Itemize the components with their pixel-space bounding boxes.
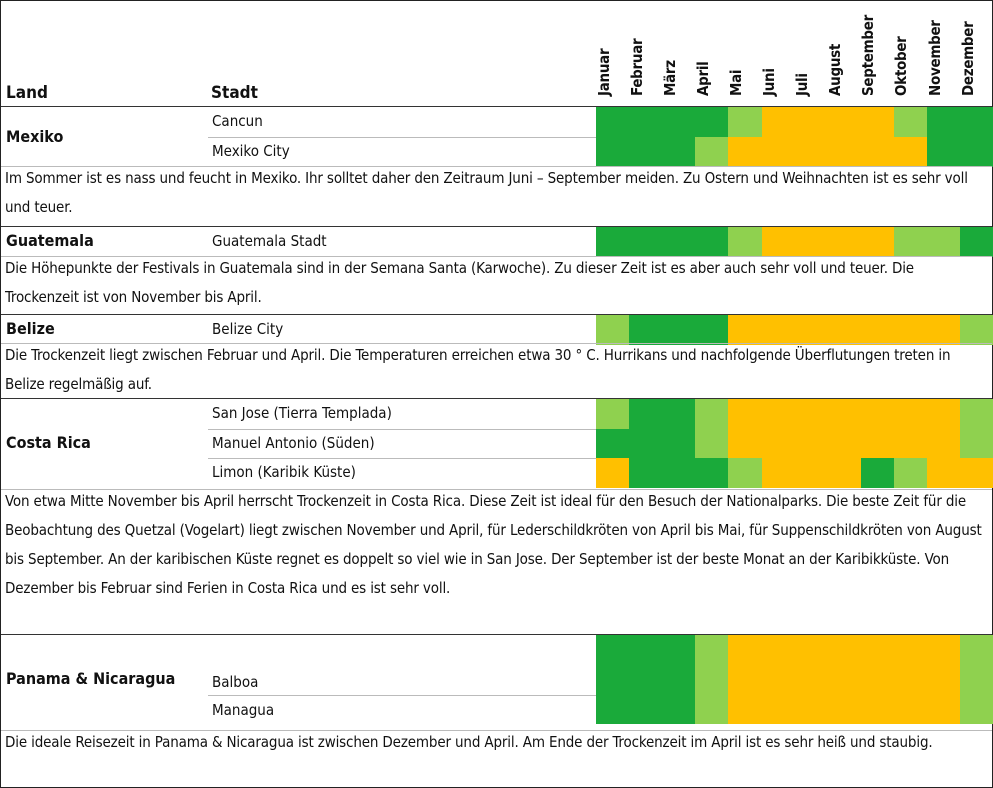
month-cell [795, 399, 829, 429]
month-cell [629, 227, 663, 257]
month-cell [728, 458, 762, 488]
month-cell [927, 695, 961, 724]
month-cell [762, 107, 796, 137]
city-label: Managua [212, 701, 275, 719]
month-cell [596, 695, 630, 724]
month-cell [695, 429, 729, 459]
month-cell [894, 695, 928, 724]
month-cell [629, 429, 663, 459]
row-divider [208, 458, 596, 459]
country-label: Panama & Nicaragua [6, 669, 176, 688]
month-cell [728, 695, 762, 724]
country-label: Costa Rica [6, 433, 91, 452]
month-header-0 [596, 1, 629, 107]
month-cell [894, 399, 928, 429]
month-cell [695, 458, 729, 488]
month-header-3 [695, 1, 728, 107]
section-note: Die Höhepunkte der Festivals in Guatemala sind in der Semana Santa (Karwoche). Zu dieser Zeit ist es aber auch sehr voll und teuer. Die Trockenzeit ist von November bis April. [5, 259, 914, 306]
month-label: April [693, 61, 712, 96]
country-label: Mexiko [6, 127, 64, 146]
country-label: Guatemala [6, 231, 94, 250]
month-cell [762, 429, 796, 459]
month-label: Juni [760, 68, 779, 96]
month-header-5 [762, 1, 795, 107]
month-cell [629, 107, 663, 137]
month-cell [795, 227, 829, 257]
month-cell [762, 227, 796, 257]
month-cell [629, 137, 663, 167]
month-cell [828, 107, 862, 137]
month-cell [795, 107, 829, 137]
month-cell [728, 137, 762, 167]
month-cell [596, 137, 630, 167]
month-header-10 [927, 1, 960, 107]
month-cell [629, 635, 663, 695]
month-cell [596, 458, 630, 488]
row-divider [1, 343, 992, 344]
month-cell [629, 458, 663, 488]
month-cell [927, 107, 961, 137]
city-label: Limon (Karibik Küste) [212, 463, 356, 481]
month-cell [695, 695, 729, 724]
month-cell [960, 458, 993, 488]
city-label: Manuel Antonio (Süden) [212, 433, 375, 452]
month-label: August [826, 43, 845, 96]
section-note: Die Trockenzeit liegt zwischen Februar und April. Die Temperaturen erreichen etwa 30 ° C. Hurrikans und nachfolgende Überflutungen treten in Belize regelmäßig auf. [5, 346, 951, 393]
month-cell [728, 635, 762, 695]
month-header-4 [728, 1, 761, 107]
month-cell [662, 695, 696, 724]
month-cell [861, 137, 895, 167]
column-header-stadt: Stadt [211, 83, 258, 103]
month-cell [596, 107, 630, 137]
month-cell [960, 635, 993, 695]
month-cell [861, 635, 895, 695]
month-cell [828, 635, 862, 695]
section-note: Die ideale Reisezeit in Panama & Nicaragua ist zwischen Dezember und April. Am Ende der Trockenzeit im April ist es sehr heiß und staubig. [5, 733, 933, 751]
row-divider [208, 695, 596, 696]
month-cell [894, 635, 928, 695]
month-label: Januar [594, 48, 613, 96]
month-cell [828, 429, 862, 459]
month-header-11 [960, 1, 993, 107]
row-divider [1, 489, 992, 490]
month-cell [927, 227, 961, 257]
month-cell [629, 695, 663, 724]
month-label: Februar [627, 38, 646, 96]
month-cell [762, 137, 796, 167]
month-cell [960, 227, 993, 257]
month-cell [927, 399, 961, 429]
month-cell [728, 227, 762, 257]
month-cell [828, 458, 862, 488]
month-cell [861, 399, 895, 429]
month-cell [861, 107, 895, 137]
month-cell [894, 227, 928, 257]
month-cell [662, 458, 696, 488]
month-cell [960, 107, 993, 137]
month-cell [861, 429, 895, 459]
month-cell [762, 695, 796, 724]
month-cell [894, 429, 928, 459]
month-label: November [925, 20, 944, 96]
month-cell [795, 429, 829, 459]
month-cell [695, 137, 729, 167]
month-cell [662, 227, 696, 257]
month-cell [728, 429, 762, 459]
month-cell [629, 399, 663, 429]
month-cell [762, 458, 796, 488]
month-cell [762, 399, 796, 429]
row-divider [208, 429, 596, 430]
month-label: Oktober [892, 36, 911, 96]
month-cell [695, 227, 729, 257]
month-cell [596, 399, 630, 429]
row-divider [208, 137, 596, 138]
month-cell [728, 399, 762, 429]
month-cell [927, 635, 961, 695]
month-cell [861, 695, 895, 724]
month-cell [927, 458, 961, 488]
month-cell [596, 429, 630, 459]
month-cell [960, 429, 993, 459]
month-cell [828, 227, 862, 257]
month-cell [861, 227, 895, 257]
row-divider [1, 256, 992, 257]
month-cell [695, 635, 729, 695]
month-cell [695, 399, 729, 429]
month-label: März [660, 60, 679, 96]
month-cell [927, 137, 961, 167]
month-cell [960, 695, 993, 724]
month-cell [828, 695, 862, 724]
month-cell [596, 635, 630, 695]
month-cell [894, 137, 928, 167]
month-cell [662, 137, 696, 167]
month-label: Mai [726, 69, 745, 96]
month-cell [927, 429, 961, 459]
month-label: Dezember [958, 21, 977, 96]
month-cell [695, 107, 729, 137]
month-cell [728, 107, 762, 137]
row-divider [1, 730, 992, 731]
month-cell [960, 137, 993, 167]
month-header-6 [795, 1, 828, 107]
city-label: Mexiko City [212, 142, 290, 160]
month-cell [960, 399, 993, 429]
month-cell [828, 399, 862, 429]
country-label: Belize [6, 319, 55, 338]
month-header-9 [894, 1, 927, 107]
month-cell [894, 458, 928, 488]
month-cell [662, 399, 696, 429]
city-label: San Jose (Tierra Templada) [212, 404, 392, 422]
section-note: Im Sommer ist es nass und feucht in Mexiko. Ihr solltet daher den Zeitraum Juni – September meiden. Zu Ostern und Weihnachten ist es sehr voll und teuer. [5, 169, 968, 216]
month-cell [861, 458, 895, 488]
city-label: Belize City [212, 320, 284, 338]
column-header-land: Land [6, 83, 48, 103]
section-note: Von etwa Mitte November bis April herrscht Trockenzeit in Costa Rica. Diese Zeit ist ideal für den Besuch der Nationalparks. Die beste Zeit für die Beobachtung des Quetzal (Vogelart) liegt zwischen November und April, für Lederschildkröten von April bis Mai, für Suppenschildkröten von August bis September. An der karibischen Küste regnet es doppelt so viel wie in San Jose. Der September ist der beste Monat an der Karibikküste. Von Dezember bis Februar sind Ferien in Costa Rica und es ist sehr voll. [5, 492, 982, 597]
month-cell [662, 429, 696, 459]
month-cell [795, 695, 829, 724]
month-cell [762, 635, 796, 695]
month-cell [795, 635, 829, 695]
month-header-8 [861, 1, 894, 107]
city-label: Cancun [212, 112, 263, 130]
month-header-1 [629, 1, 662, 107]
month-cell [828, 137, 862, 167]
month-label: Juli [793, 73, 812, 96]
month-cell [795, 458, 829, 488]
city-label: Balboa [212, 673, 259, 691]
month-label: September [859, 15, 878, 96]
month-cell [596, 227, 630, 257]
month-cell [662, 635, 696, 695]
month-cell [894, 107, 928, 137]
row-divider [1, 166, 992, 167]
month-cell [662, 107, 696, 137]
city-label: Guatemala Stadt [212, 232, 327, 250]
month-cell [795, 137, 829, 167]
month-header-2 [662, 1, 695, 107]
month-header-7 [828, 1, 861, 107]
